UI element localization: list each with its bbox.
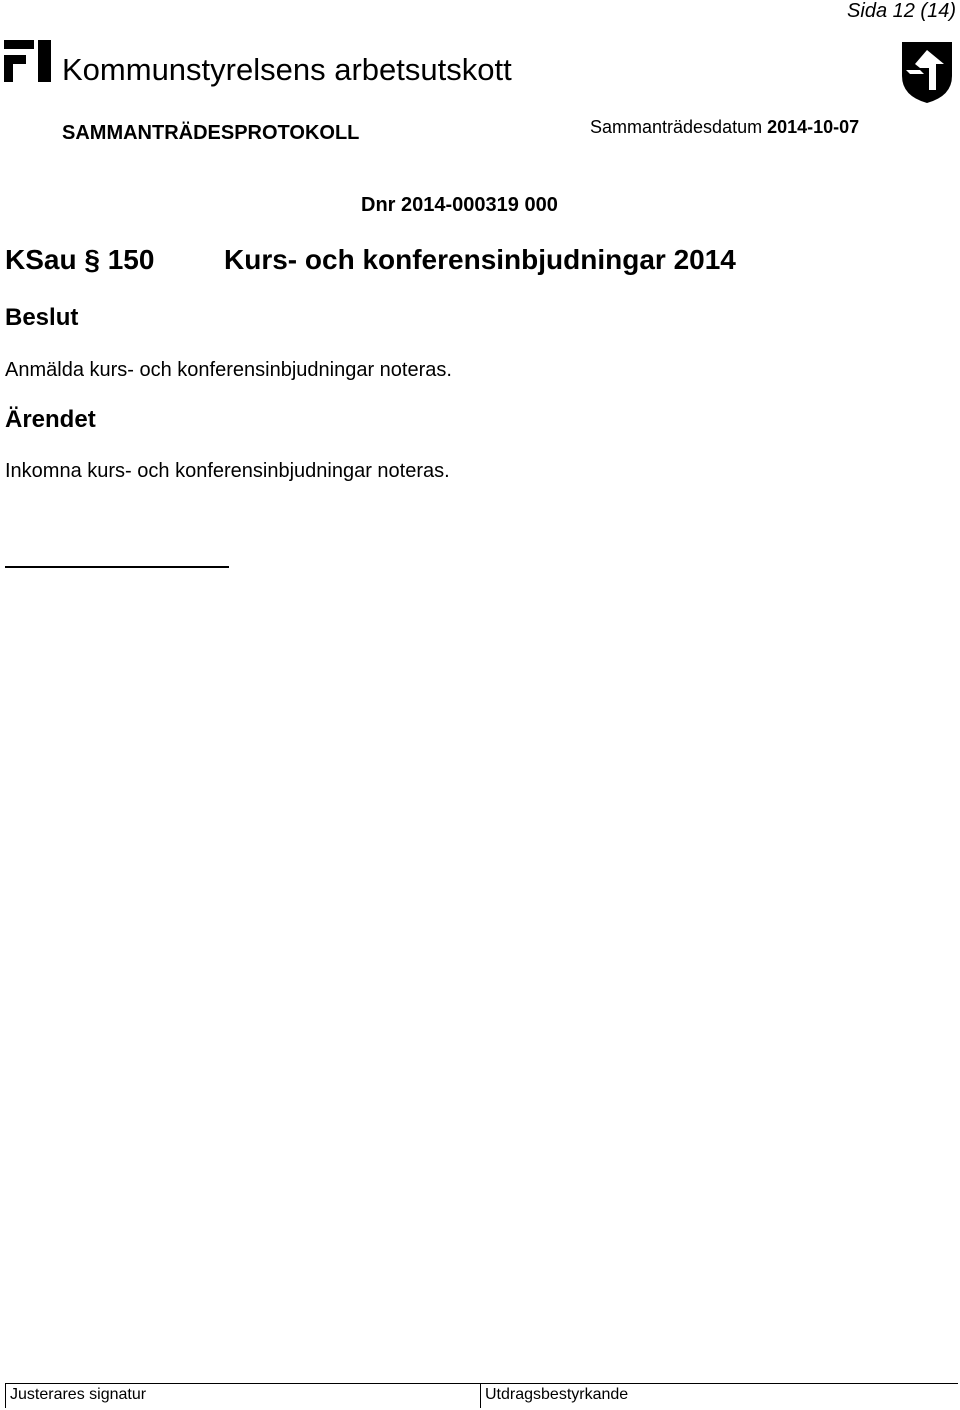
signature-footer [5,1383,958,1408]
dnr-number: Dnr 2014-000319 000 [361,194,558,216]
matter-heading: Ärendet [5,406,96,433]
section-title: Kurs- och konferensinbjudningar 2014 [224,244,736,275]
signature-cell [5,1384,481,1408]
meeting-date [590,117,859,138]
coat-of-arms-icon [900,40,954,104]
municipality-wordmark-icon [4,40,52,82]
matter-text: Inkomna kurs- och konferensinbjudningar noteras. [5,460,450,482]
end-divider [5,566,229,568]
meeting-date-value: 2014-10-07 [767,117,860,137]
decision-heading: Beslut [5,304,79,331]
section-id: KSau § 150 [5,244,155,275]
org-title: Kommunstyrelsens arbetsutskott [62,52,512,87]
extract-cell [481,1384,958,1408]
page-number: Sida 12 (14) [847,0,956,22]
protocol-label: SAMMANTRÄDESPROTOKOLL [62,122,360,144]
signature-label: Justerares signatur [10,1386,147,1403]
decision-text: Anmälda kurs- och konferensinbjudningar noteras. [5,359,452,381]
extract-label: Utdragsbestyrkande [485,1386,629,1403]
meeting-date-label: Sammanträdesdatum [590,117,763,137]
